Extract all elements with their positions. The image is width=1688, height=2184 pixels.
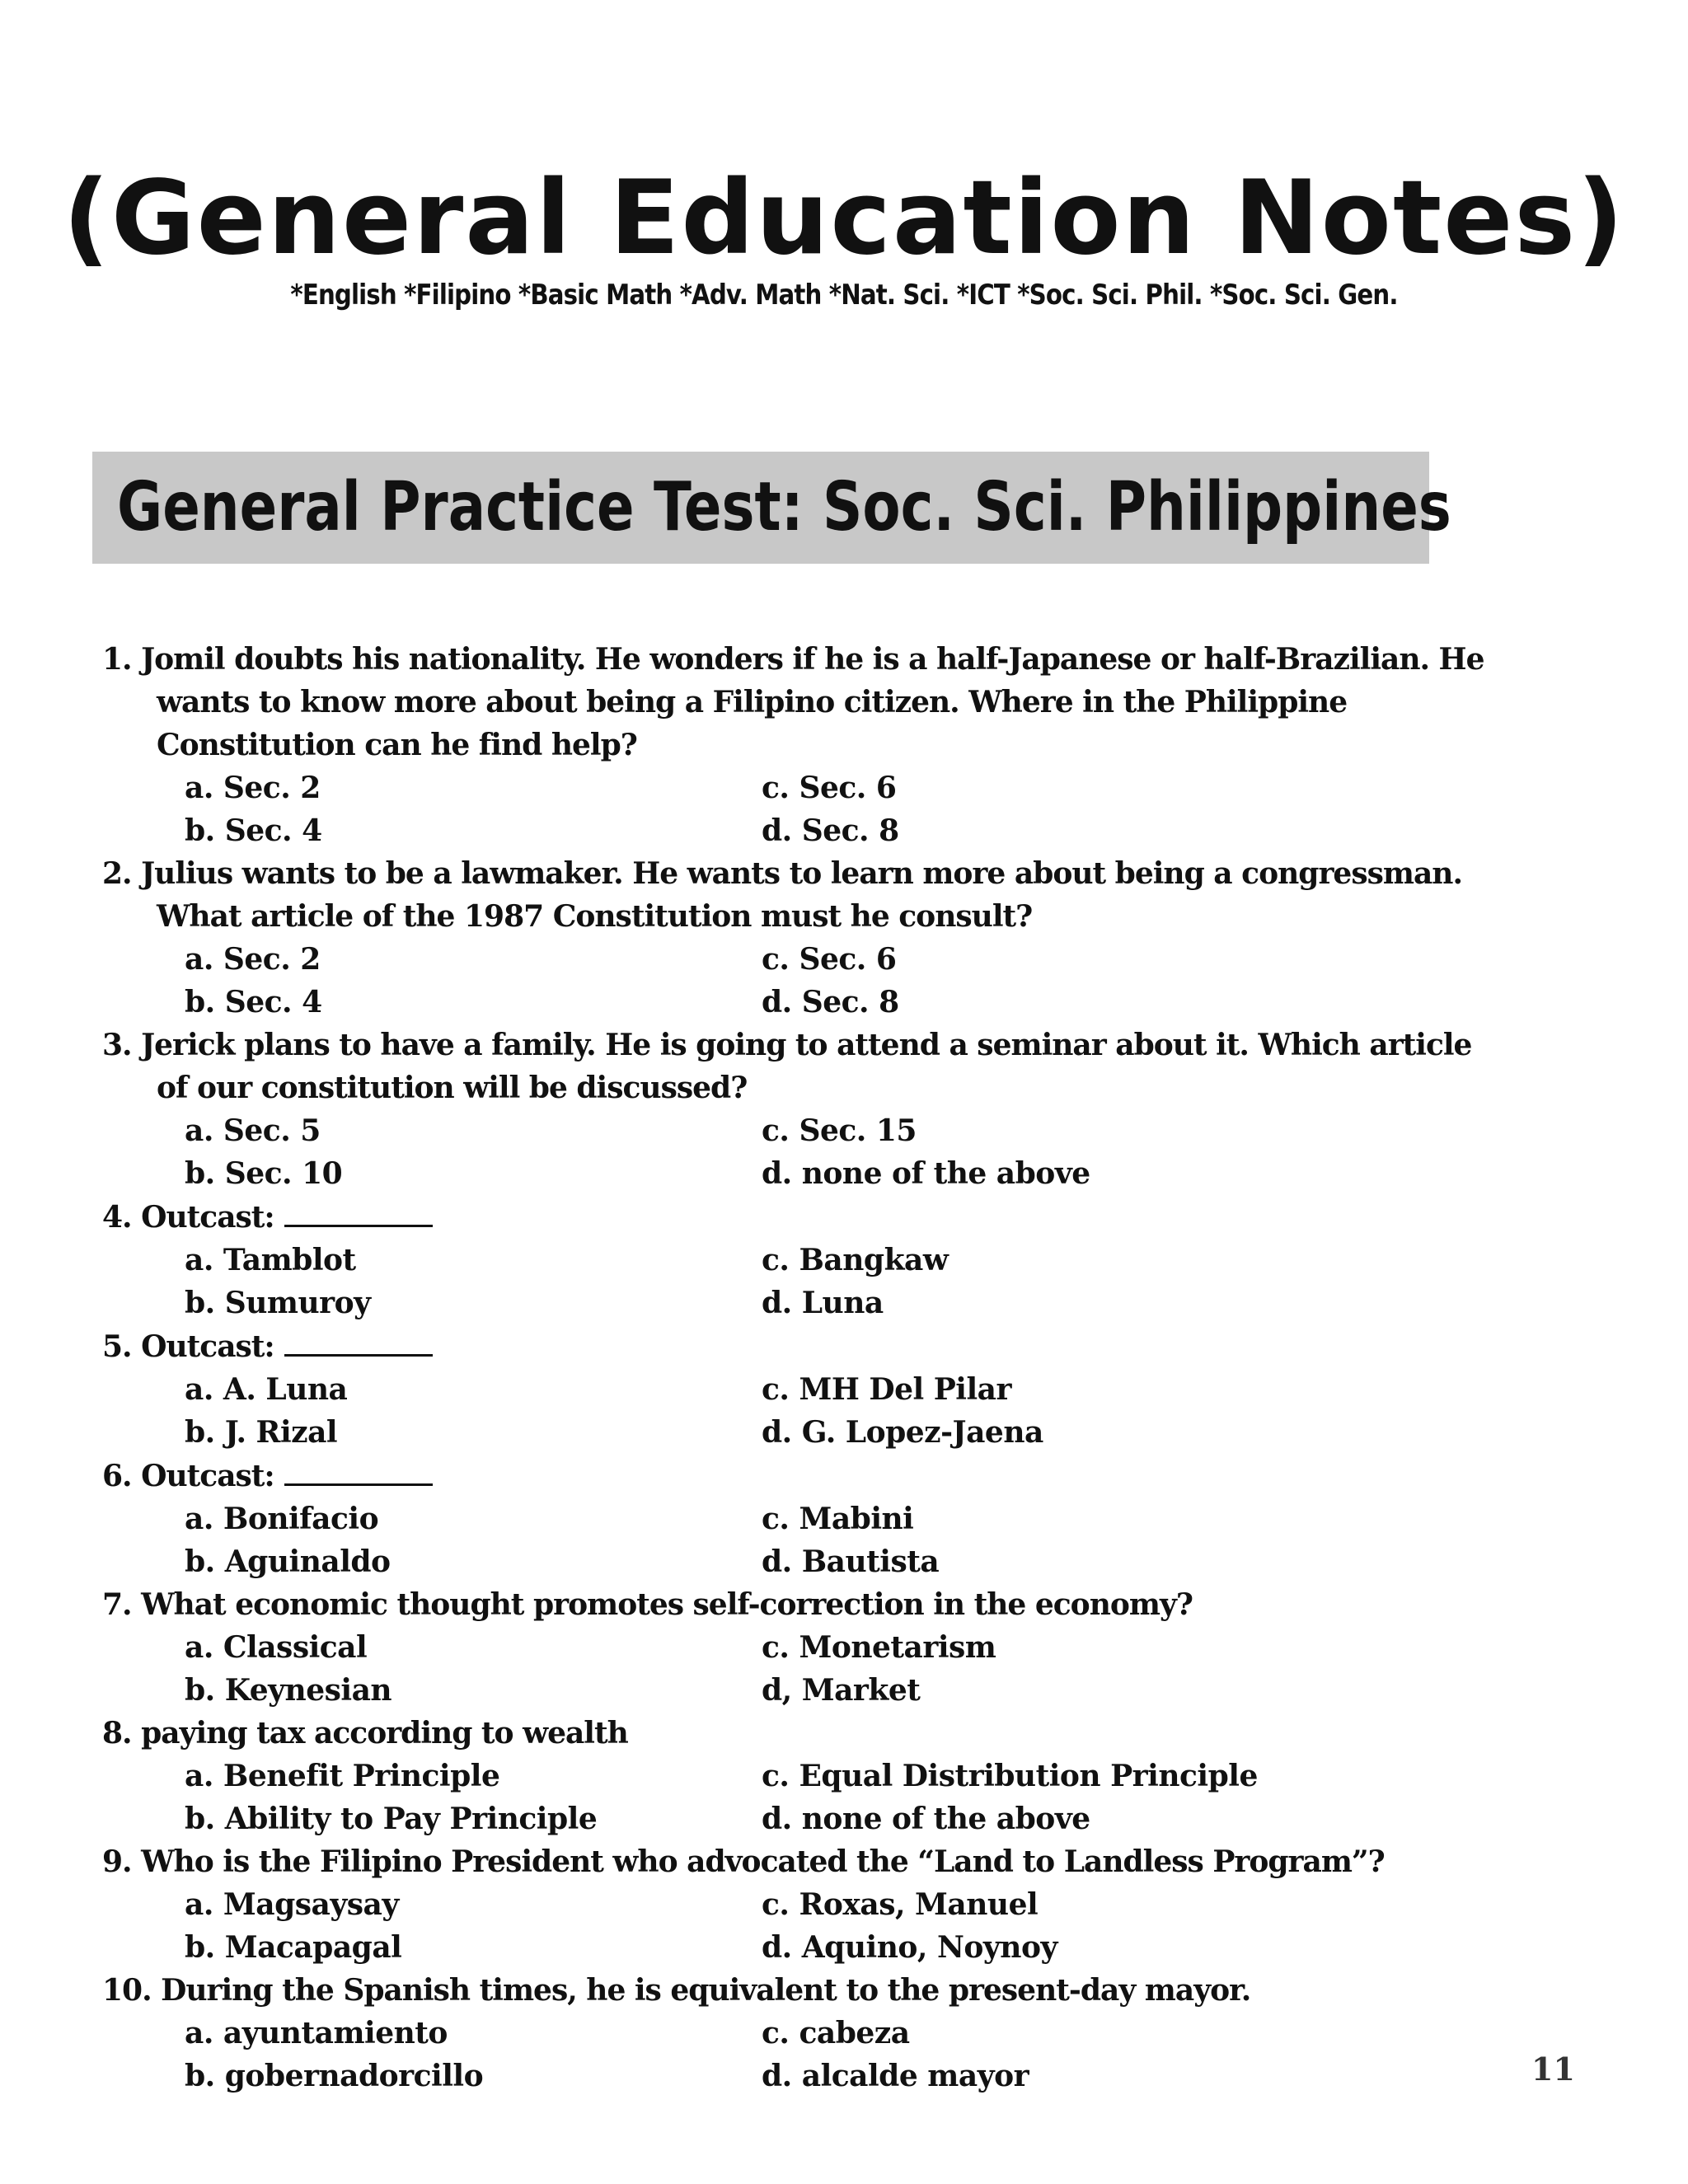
question-text <box>102 1024 1503 1109</box>
option-row <box>102 1540 1503 1583</box>
answer-option: a. A. Luna <box>185 1372 348 1407</box>
option-row <box>102 1497 1503 1540</box>
option-row <box>102 2012 1503 2055</box>
page-subtitle: *English *Filipino *Basic Math *Adv. Math *Nat. Sci. *ICT *Soc. Sci. Phil. *Soc. Sci. Gen. <box>290 279 1398 312</box>
question-text <box>102 1324 1503 1368</box>
answer-option: d, Market <box>762 1673 921 1708</box>
answer-option: d. Sec. 8 <box>762 813 899 848</box>
answer-option: b. Sec. 4 <box>185 813 322 848</box>
answer-option: c. Sec. 6 <box>762 771 897 805</box>
answer-option: c. MH Del Pilar <box>762 1372 1011 1407</box>
answer-option: d. Bautista <box>762 1544 940 1579</box>
answer-option: c. Mabini <box>762 1502 914 1536</box>
question-item <box>102 852 1503 1024</box>
option-row <box>102 1411 1503 1454</box>
answer-blank <box>284 1324 433 1357</box>
option-row <box>102 1239 1503 1282</box>
question-prompt: 5. Outcast: <box>102 1329 274 1364</box>
question-prompt: 9. Who is the Filipino President who advocated the “Land to Landless Program”? <box>102 1844 1385 1879</box>
question-prompt: 4. Outcast: <box>102 1200 274 1235</box>
answer-option: d. none of the above <box>762 1802 1090 1836</box>
answer-option: d. Sec. 8 <box>762 985 899 1019</box>
answer-option: b. Sec. 4 <box>185 985 322 1019</box>
option-row <box>102 809 1503 852</box>
option-row <box>102 938 1503 981</box>
option-row <box>102 1368 1503 1411</box>
question-prompt: 3. Jerick plans to have a family. He is going to attend a seminar about it. Which article of our constitution will be discussed? <box>102 1028 1472 1105</box>
answer-option: a. Classical <box>185 1630 368 1665</box>
answer-option: c. cabeza <box>762 2016 910 2050</box>
option-row <box>102 1626 1503 1669</box>
answer-option: a. ayuntamiento <box>185 2016 448 2050</box>
question-prompt: 7. What economic thought promotes self-correction in the economy? <box>102 1587 1193 1622</box>
answer-option: b. gobernadorcillo <box>185 2059 484 2093</box>
answer-option: a. Benefit Principle <box>185 1759 500 1793</box>
option-row <box>102 1755 1503 1797</box>
question-prompt: 10. During the Spanish times, he is equivalent to the present-day mayor. <box>102 1973 1251 2008</box>
question-item <box>102 1583 1503 1712</box>
question-item <box>102 1454 1503 1583</box>
question-item <box>102 1712 1503 1840</box>
section-title: General Practice Test: Soc. Sci. Philippines <box>117 468 1451 546</box>
option-row <box>102 1282 1503 1324</box>
question-prompt: 2. Julius wants to be a lawmaker. He wants to learn more about being a congressman. What article of the 1987 Constitution must he consult? <box>102 856 1462 934</box>
answer-option: a. Sec. 5 <box>185 1113 321 1148</box>
answer-option: b. Aguinaldo <box>185 1544 391 1579</box>
question-text <box>102 1454 1503 1497</box>
question-item <box>102 638 1503 852</box>
option-row <box>102 766 1503 809</box>
option-row <box>102 1152 1503 1195</box>
question-text <box>102 1840 1503 1883</box>
answer-option: c. Sec. 15 <box>762 1113 917 1148</box>
question-item <box>102 1840 1503 1969</box>
question-text <box>102 1195 1503 1239</box>
answer-option: a. Sec. 2 <box>185 771 321 805</box>
question-item <box>102 1969 1503 2097</box>
answer-option: d. Aquino, Noynoy <box>762 1930 1057 1965</box>
answer-option: a. Bonifacio <box>185 1502 379 1536</box>
question-item <box>102 1324 1503 1454</box>
answer-option: c. Monetarism <box>762 1630 996 1665</box>
answer-option: a. Magsaysay <box>185 1887 399 1922</box>
page-number: 11 <box>1531 2050 1575 2088</box>
answer-option: b. Keynesian <box>185 1673 392 1708</box>
answer-option: b. Sec. 10 <box>185 1156 343 1191</box>
answer-option: d. alcalde mayor <box>762 2059 1029 2093</box>
answer-option: c. Bangkaw <box>762 1243 949 1277</box>
answer-option: c. Roxas, Manuel <box>762 1887 1039 1922</box>
question-item <box>102 1024 1503 1195</box>
answer-option: b. Sumuroy <box>185 1286 371 1320</box>
question-text <box>102 1969 1503 2012</box>
question-text <box>102 1583 1503 1626</box>
option-row <box>102 1109 1503 1152</box>
question-text <box>102 1712 1503 1755</box>
page-title: (General Education Notes) <box>63 159 1625 278</box>
question-text <box>102 638 1503 766</box>
answer-option: c. Equal Distribution Principle <box>762 1759 1258 1793</box>
answer-option: a. Tamblot <box>185 1243 356 1277</box>
answer-option: b. Macapagal <box>185 1930 402 1965</box>
answer-blank <box>284 1454 433 1486</box>
question-item <box>102 1195 1503 1324</box>
question-list <box>102 638 1503 2097</box>
answer-option: b. Ability to Pay Principle <box>185 1802 598 1836</box>
answer-blank <box>284 1195 433 1227</box>
answer-option: d. Luna <box>762 1286 884 1320</box>
question-prompt: 6. Outcast: <box>102 1459 274 1493</box>
option-row <box>102 1797 1503 1840</box>
answer-option: c. Sec. 6 <box>762 942 897 977</box>
option-row <box>102 1883 1503 1926</box>
question-prompt: 8. paying tax according to wealth <box>102 1716 628 1750</box>
answer-option: d. G. Lopez-Jaena <box>762 1415 1043 1450</box>
option-row <box>102 1669 1503 1712</box>
option-row <box>102 2055 1503 2097</box>
answer-option: d. none of the above <box>762 1156 1090 1191</box>
option-row <box>102 1926 1503 1969</box>
answer-option: a. Sec. 2 <box>185 942 321 977</box>
section-banner <box>92 452 1451 564</box>
option-row <box>102 981 1503 1024</box>
question-prompt: 1. Jomil doubts his nationality. He wonders if he is a half-Japanese or half-Brazilian. He wants to know more about being a Filipino citizen. Where in the Philippine Constitution can he find help? <box>102 642 1484 762</box>
question-text <box>102 852 1503 938</box>
answer-option: b. J. Rizal <box>185 1415 338 1450</box>
